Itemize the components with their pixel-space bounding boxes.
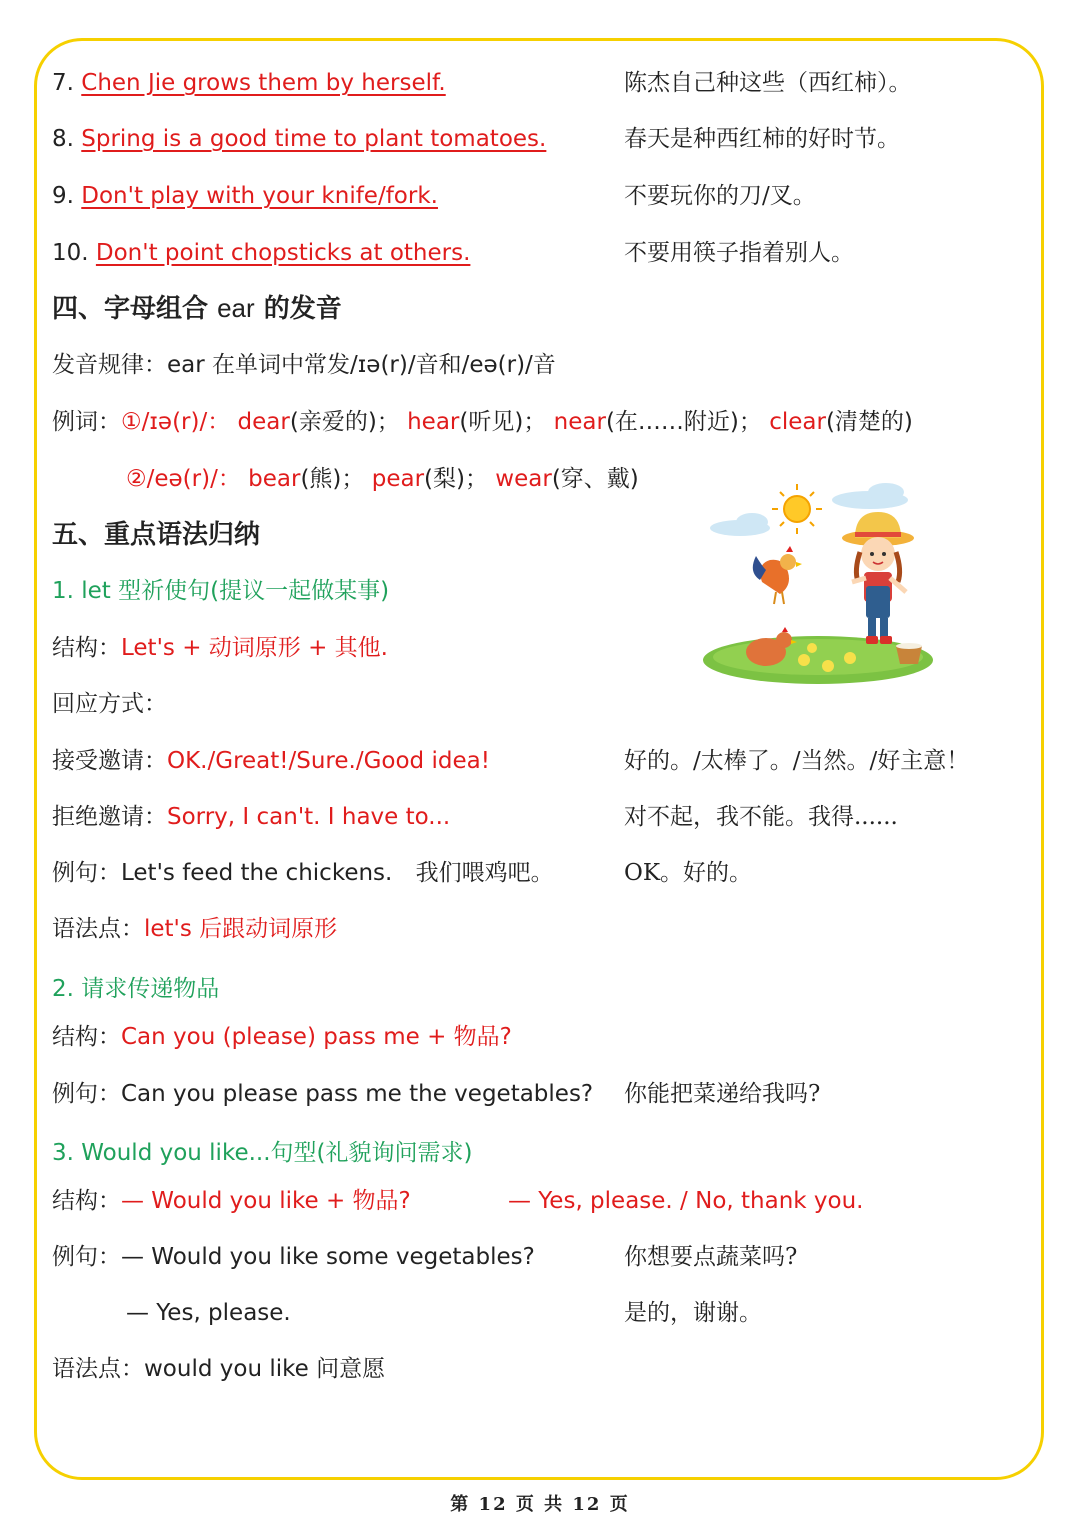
sentence-8: 8. Spring is a good time to plant tomatoes. — [52, 126, 547, 152]
response-label: 回应方式： — [52, 691, 167, 717]
grammar-1-point: 语法点：let's 后跟动词原形 — [52, 916, 338, 942]
girl-icon — [842, 512, 914, 644]
refuse-invitation-cn: 对不起，我不能。我得...... — [624, 804, 898, 830]
section-4-title: 四、字母组合 ear 的发音 — [52, 293, 342, 324]
example-words-2: ②/eə(r)/： bear(熊)； pear(梨)； wear(穿、戴) — [126, 466, 639, 492]
sentence-8-en: Spring is a good time to plant tomatoes. — [81, 126, 547, 152]
sentence-10: 10. Don't point chopsticks at others. — [52, 240, 471, 266]
sun-icon — [772, 484, 822, 534]
grammar-3-example-q: 例句：— Would you like some vegetables? — [52, 1244, 535, 1270]
sentence-9-cn: 不要玩你的刀/叉。 — [624, 183, 816, 209]
grammar-3-point: 语法点：would you like 问意愿 — [52, 1356, 386, 1382]
grammar-3-example-a: — Yes, please. — [126, 1300, 291, 1326]
grammar-3-heading: 3. Would you like...句型(礼貌询问需求) — [52, 1140, 473, 1166]
grammar-2-example: 例句：Can you please pass me the vegetables? — [52, 1081, 594, 1107]
grammar-1-heading: 1. let 型祈使句(提议一起做某事) — [52, 578, 390, 604]
grammar-2-structure: 结构：Can you (please) pass me + 物品? — [52, 1024, 512, 1050]
accept-invitation-cn: 好的。/太棒了。/当然。/好主意！ — [624, 748, 970, 774]
grammar-1-structure: 结构：Let's + 动词原形 + 其他. — [52, 635, 388, 661]
farm-girl-illustration — [700, 482, 950, 692]
sentence-7-en: Chen Jie grows them by herself. — [81, 70, 446, 96]
grammar-1-example: 例句：Let's feed the chickens. 我们喂鸡吧。 — [52, 860, 554, 886]
sentence-8-cn: 春天是种西红柿的好时节。 — [624, 126, 900, 152]
refuse-invitation: 拒绝邀请：Sorry, I can't. I have to... — [52, 804, 451, 830]
accept-invitation: 接受邀请：OK./Great!/Sure./Good idea! — [52, 748, 490, 774]
rooster-icon — [753, 546, 802, 604]
sentence-7-cn: 陈杰自己种这些（西红柿）。 — [624, 70, 912, 96]
grammar-1-example-reply: OK。好的。 — [624, 860, 753, 886]
sentence-10-en: Don't point chopsticks at others. — [95, 240, 471, 266]
page-footer: 第 12 页 共 12 页 — [450, 1494, 630, 1515]
section-5-title: 五、重点语法归纳 — [52, 520, 261, 550]
grammar-3-example-q-cn: 你想要点蔬菜吗? — [624, 1244, 798, 1270]
grammar-3-structure: 结构：— Would you like + 物品? — [52, 1188, 411, 1214]
basket-icon — [896, 643, 922, 664]
sentence-9: 9. Don't play with your knife/fork. — [52, 183, 438, 209]
grammar-2-heading: 2. 请求传递物品 — [52, 976, 220, 1002]
example-words-1: 例词：①/ɪə(r)/： dear(亲爱的)； hear(听见)； near(在……附近)； clear(清楚的) — [52, 409, 913, 435]
pronunciation-rule: 发音规律：ear 在单词中常发/ɪə(r)/音和/eə(r)/音 — [52, 352, 556, 378]
sentence-9-en: Don't play with your knife/fork. — [81, 183, 438, 209]
grammar-3-example-a-cn: 是的，谢谢。 — [624, 1300, 762, 1326]
sentence-10-cn: 不要用筷子指着别人。 — [624, 240, 854, 266]
sentence-7: 7. Chen Jie grows them by herself. — [52, 70, 446, 96]
grammar-3-structure-answer: — Yes, please. / No, thank you. — [508, 1188, 864, 1214]
grammar-2-example-cn: 你能把菜递给我吗? — [624, 1081, 821, 1107]
